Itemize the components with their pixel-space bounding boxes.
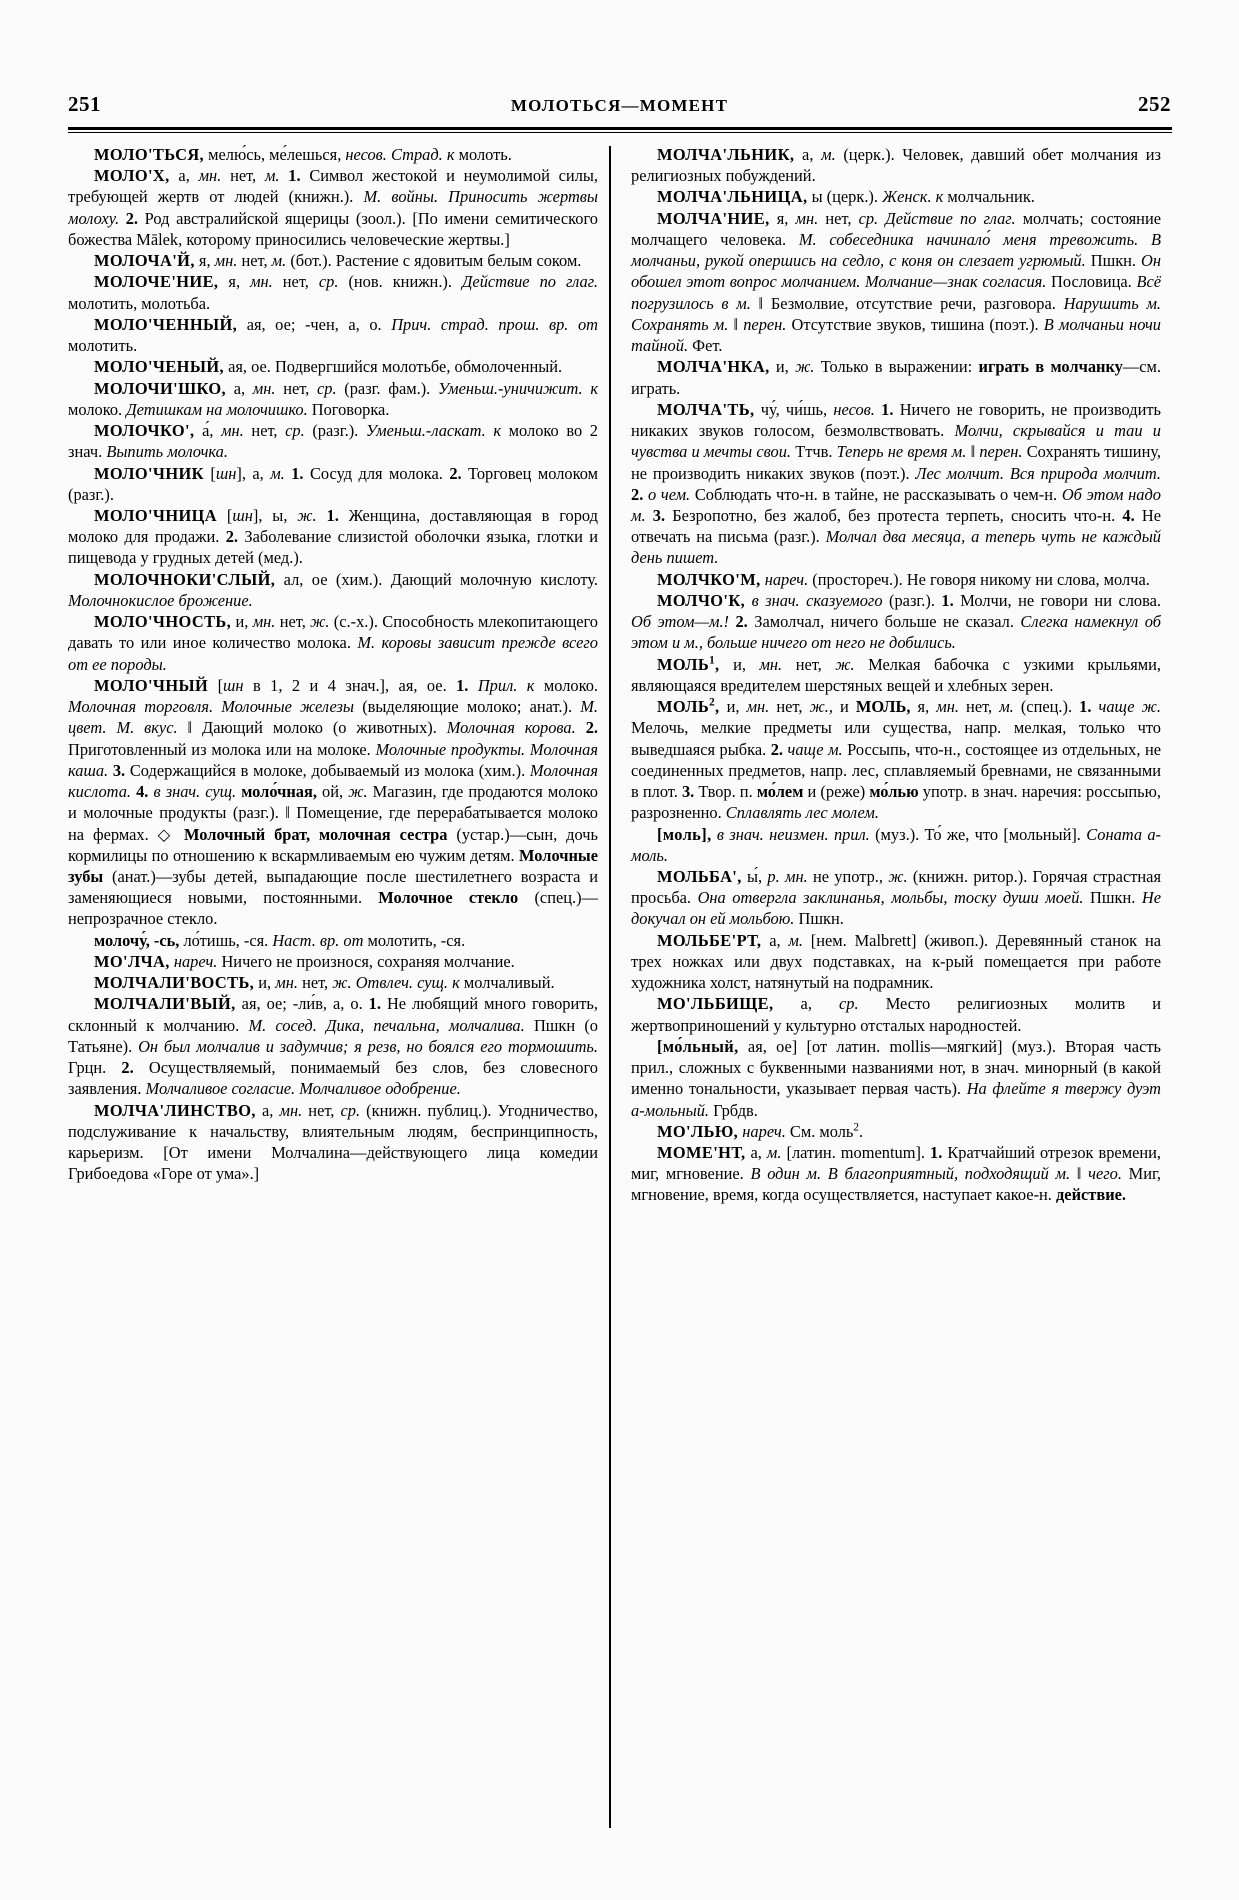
entry-definition: чу́, чи́шь, несов. 1. Ничего не говорить, не производить никаких звуков голосом, безмолвствовать. Молчи, скрывайся и таи и чувства и мечты свои. Ттчв. Теперь не время м. ‖ перен. Сохранять тишину, не производить никаких звуков (поэт.). Лес молчит. Вся природа молчит. 2. о чем. Соблюдать что-н. в тайне, не рассказывать о чем-н. Об этом надо м. 3. Безропотно, без жалоб, без протеста терпеть, сносить что-н. 4. Не отвечать на письма (разг.). Молчал два месяца, а теперь чуть не каждый день пишет. bbox=[631, 399, 1161, 568]
entry-headword: МОЛО'ЧЕНЫЙ, bbox=[94, 357, 224, 377]
entry-definition: а, м. [нем. Malbrett] (живоп.). Деревянный станок на трех ножках или двух подставках, на к-рый помещается при работе художника холст, натянутый на подрамник. bbox=[631, 930, 1161, 993]
dictionary-entry bbox=[68, 463, 598, 505]
entry-headword: МОЛО'ЧНИЦА bbox=[94, 505, 218, 525]
entry-definition: и, мн. нет, ж. (с.-х.). Способность млекопитающего давать то или иное количество молока. М. коровы зависит прежде всего от ее породы. bbox=[68, 612, 598, 674]
dictionary-entry bbox=[68, 993, 598, 1099]
entry-definition: а́, мн. нет, ср. (разг.). Уменьш.-ласкат. к молоко во 2 знач. Выпить молочка. bbox=[68, 421, 598, 462]
entry-definition: мелю́сь, ме́лешься, несов. Страд. к молоть. bbox=[204, 145, 512, 164]
entry-headword: МОЛЬ$^2$, bbox=[657, 696, 720, 717]
entry-headword: МОЛОЧНОКИ'СЛЫЙ, bbox=[94, 569, 276, 589]
entry-definition: [шн], а, м. 1. Сосуд для молока. 2. Торговец молоком (разг.). bbox=[68, 463, 598, 504]
dictionary-entry bbox=[631, 1142, 1161, 1206]
dictionary-entry bbox=[68, 611, 598, 675]
entry-headword: МОЛЧА'НИЕ, bbox=[657, 208, 770, 228]
dictionary-entry bbox=[68, 951, 598, 972]
entry-definition: ло́тишь, -ся. Наст. вр. от молотить, -ся. bbox=[179, 930, 466, 950]
entry-headword: МОЛЧА'НКА, bbox=[657, 357, 770, 377]
entry-headword: МОЛОЧЕ'НИЕ, bbox=[94, 272, 219, 292]
entry-definition: а, мн. нет, м. 1. Символ жестокой и неумолимой силы, требующей жертв от людей (книжн.). М. войны. Приносить жертвы молоху. 2. Род австралийской ящерицы (зоол.). [По имени семитического божества Mālek, которому приносились человеческие жертвы.] bbox=[68, 166, 598, 249]
dictionary-entry bbox=[631, 186, 1161, 207]
entry-definition: и, мн. нет, ж., и МОЛЬ, я, мн. нет, м. (спец.). 1. чаще ж. Мелочь, мелкие предметы или существа, напр. мелкая, только что выведшаяся рыбка. 2. чаще м. Россыпь, что-н., состоящее из отдельных, не соединенных предметов, напр. лес, сплавляемый бревнами, не связанными в плот. 3. Твор. п. мо́лем и (реже) мо́лью употр. в знач. наречия: россыпью, разрозненно. Сплавлять лес молем. bbox=[631, 697, 1161, 823]
dictionary-entry bbox=[68, 420, 598, 462]
dictionary-entry bbox=[68, 314, 598, 356]
dictionary-entry bbox=[68, 144, 598, 165]
dictionary-entry bbox=[68, 675, 598, 930]
dictionary-entry bbox=[631, 1121, 1161, 1142]
entry-headword: МОЛЬБЕ'РТ, bbox=[657, 930, 762, 950]
dictionary-entry bbox=[68, 378, 598, 420]
dictionary-entry bbox=[68, 930, 598, 951]
entry-headword: МОЛОЧКО', bbox=[94, 421, 195, 441]
entry-headword: МОЛЧАЛИ'ВОСТЬ, bbox=[94, 973, 255, 993]
entry-definition: ы́, р. мн. не употр., ж. (книжн. ритор.). Горячая страстная просьба. Она отвергла заклинанья, мольбы, тоску души моей. Пшкн. Не докучал он ей мольбою. Пшкн. bbox=[631, 866, 1161, 929]
entry-definition: нареч. См. моль$^2$. bbox=[742, 1121, 864, 1141]
entry-definition: [шн в 1, 2 и 4 знач.], ая, ое. 1. Прил. к молоко. Молочная торговля. Молочные железы (выделяющие молоко; анат.). М. цвет. М. вкус. ‖ Дающий молоко (о животных). Молочная корова. 2. Приготовленный из молока или на молоке. Молочные продукты. Молочная каша. 3. Содержащийся в молоке, добываемый из молока (хим.). Молочная кислота. 4. в знач. сущ. моло́чная, ой, ж. Магазин, где продаются молоко и молочные продукты (разг.). ‖ Помещение, где перерабатывается молоко на фермах. ◇ Молочный брат, молочная сестра (устар.)—сын, дочь кормилицы по отношению к вскармливаемым ею чужим детям. Молочные зубы (анат.)—зубы детей, выпадающие после шестилетнего возраста и заменяющиеся новыми, постоянными. Молочное стекло (спец.)—непрозрачное стекло. bbox=[68, 675, 599, 929]
dictionary-entry bbox=[631, 208, 1161, 357]
entry-headword: МОЛО'ТЬСЯ, bbox=[94, 145, 205, 164]
entry-definition: ая, ое; -ли́в, а, о. 1. Не любящий много говорить, склонный к молчанию. М. сосед. Дика, печальна, молчалива. Пшкн (о Татьяне). Он был молчалив и задумчив; я резв, но боялся его тормошить. Грцн. 2. Осуществляемый, понимаемый без слов, без словесного заявления. Молчаливое согласие. Молчаливое одобрение. bbox=[68, 994, 598, 1099]
entry-headword: МОЛЬ$^1$, bbox=[657, 654, 720, 674]
dictionary-entry bbox=[631, 824, 1161, 866]
dictionary-entry bbox=[68, 250, 598, 271]
right-column bbox=[611, 144, 1161, 1834]
entry-definition: в знач. сказуемого (разг.). 1. Молчи, не говори ни слова. Об этом—м.! 2. Замолчал, ничего больше не сказал. Слегка намекнул об этом и м., больше ничего от него не добились. bbox=[631, 590, 1161, 653]
entry-definition: ал, ое (хим.). Дающий молочную кислоту. Молочнокислое брожение. bbox=[68, 569, 598, 610]
entry-definition: нареч. (простореч.). Не говоря никому ни слова, молча. bbox=[764, 569, 1150, 589]
dictionary-entry bbox=[631, 696, 1161, 823]
entry-headword: МОЛОЧА'Й, bbox=[94, 251, 195, 271]
entry-headword: МОЛО'ЧНОСТЬ, bbox=[94, 612, 232, 632]
entry-definition: ая, ое. Подвергшийся молотьбе, обмолоченный. bbox=[223, 357, 563, 377]
dictionary-entry bbox=[631, 930, 1161, 994]
dictionary-entry bbox=[631, 399, 1161, 569]
page-number-right: 252 bbox=[1138, 92, 1171, 116]
dictionary-entry bbox=[68, 165, 598, 250]
entry-definition: я, мн. нет, м. (бот.). Растение с ядовитым белым соком. bbox=[194, 251, 582, 271]
header-rule bbox=[68, 127, 1172, 133]
entry-headword: [мо́льный, bbox=[657, 1036, 739, 1056]
entry-definition: ая, ое] [от латин. mollis—мягкий] (муз.). Вторая часть прил., сложных с буквенными названиями нот, в знач. минорный (в какой именно тональности, указывает первая часть). На флейте я твержу дуэт а-мольный. Грбдв. bbox=[631, 1036, 1161, 1120]
dictionary-entry bbox=[631, 1036, 1161, 1121]
page-number-left: 251 bbox=[68, 92, 101, 116]
entry-headword: МОЛЧО'К, bbox=[657, 590, 746, 610]
entry-definition: [шн], ы, ж. 1. Женщина, доставляющая в город молоко для продажи. 2. Заболевание слизистой оболочки языка, глотки и пищевода у грудных детей (мед.). bbox=[68, 505, 598, 568]
entry-headword: [моль], bbox=[657, 824, 712, 844]
entry-headword: МОЛО'ЧНЫЙ bbox=[94, 675, 209, 695]
entry-definition: а, мн. нет, ср. (разг. фам.). Уменьш.-уничижит. к молоко. Детишкам на молочишко. Поговорка. bbox=[68, 378, 598, 419]
entry-headword: МОЛО'ЧЕННЫЙ, bbox=[94, 314, 238, 334]
entry-headword: МОЛЧА'ЛИНСТВО, bbox=[94, 1100, 256, 1120]
dictionary-entry bbox=[68, 972, 598, 993]
entry-definition: в знач. неизмен. прил. (муз.). То́ же, что [мольный]. Соната а-моль. bbox=[631, 824, 1161, 865]
dictionary-entry bbox=[68, 356, 598, 377]
entry-headword: МОЛО'Х, bbox=[94, 166, 170, 186]
entry-headword: МО'ЛЧА, bbox=[94, 951, 170, 971]
entry-definition: и, мн. нет, ж. Отвлеч. сущ. к молчаливый. bbox=[254, 973, 555, 993]
entry-headword: молочу́, -сь, bbox=[94, 930, 180, 950]
dictionary-entry bbox=[68, 505, 598, 569]
entry-headword: МОЛЧА'ТЬ, bbox=[657, 399, 755, 419]
entry-headword: МОЛЧА'ЛЬНИЦА, bbox=[657, 187, 808, 207]
running-head bbox=[68, 92, 1171, 120]
column-container bbox=[68, 144, 1172, 1834]
entry-headword: МОМЕ'НТ, bbox=[657, 1143, 746, 1163]
dictionary-entry bbox=[68, 271, 598, 313]
entry-definition: и, мн. нет, ж. Мелкая бабочка с узкими крыльями, являющаяся вредителем шерстяных вещей и хлебных зерен. bbox=[631, 654, 1161, 695]
entry-headword: МОЛО'ЧНИК bbox=[94, 463, 204, 483]
entry-headword: МОЛЧАЛИ'ВЫЙ, bbox=[94, 994, 236, 1014]
entry-definition: я, мн. нет, ср. Действие по глаг. молчать; состояние молчащего человека. М. собеседника начинало́ меня тревожить. В молчаньи, рукой опершись на седло, с коня он слезает угрюмый. Пшкн. Он обошел этот вопрос молчанием. Молчание—знак согласия. Пословица. Всё погрузилось в м. ‖ Безмолвие, отсутствие речи, разговора. Нарушить м. Сохранять м. ‖ перен. Отсутствие звуков, тишина (поэт.). В молчаньи ночи тайной. Фет. bbox=[631, 208, 1161, 356]
entry-headword: МОЛЬБА', bbox=[657, 866, 742, 886]
entry-definition: а, мн. нет, ср. (книжн. публиц.). Угодничество, подслуживание к начальству, влиятельным людям, беспринципность, карьеризм. [От имени Молчалина—действующего лица комедии Грибоедова «Горе от ума».] bbox=[68, 1100, 598, 1184]
entry-definition: ы (церк.). Женск. к молчальник. bbox=[807, 187, 1035, 207]
dictionary-entry bbox=[68, 1100, 598, 1185]
entry-definition: а, м. (церк.). Человек, давший обет молчания из религиозных побуждений. bbox=[631, 145, 1161, 186]
dictionary-entry bbox=[631, 356, 1161, 398]
entry-headword: МОЛЧКО'М, bbox=[657, 569, 761, 589]
entry-definition: и, ж. Только в выражении: играть в молчанку—см. играть. bbox=[631, 357, 1161, 398]
dictionary-entry bbox=[631, 866, 1161, 930]
dictionary-entry bbox=[631, 144, 1161, 186]
entry-definition: ая, ое; -чен, а, о. Прич. страд. прош. вр. от молотить. bbox=[68, 314, 598, 356]
dictionary-entry bbox=[68, 569, 598, 611]
entry-headword: МО'ЛЬБИЩЕ, bbox=[657, 994, 774, 1014]
dictionary-entry bbox=[631, 993, 1161, 1035]
left-column bbox=[68, 144, 609, 1834]
entry-headword: МО'ЛЬЮ, bbox=[657, 1121, 739, 1141]
dictionary-entry bbox=[631, 569, 1161, 590]
dictionary-entry bbox=[631, 654, 1161, 696]
entry-definition: я, мн. нет, ср. (нов. книжн.). Действие по глаг. молотить, молотьба. bbox=[68, 272, 598, 313]
entry-headword: МОЛОЧИ'ШКО, bbox=[94, 378, 227, 398]
entry-definition: а, м. [латин. momentum]. 1. Кратчайший отрезок времени, миг, мгновение. В один м. В благоприятный, подходящий м. ‖ чего. Миг, мгновение, время, когда осуществляется, наступает какое-н. действие. bbox=[631, 1143, 1161, 1205]
running-title: МОЛОТЬСЯ—МОМЕНТ bbox=[510, 96, 729, 115]
entry-definition: нареч. Ничего не произнося, сохраняя молчание. bbox=[173, 951, 515, 971]
dictionary-entry bbox=[631, 590, 1161, 654]
entry-definition: а, ср. Место религиозных молитв и жертвоприношений у культурно отсталых народностей. bbox=[631, 994, 1161, 1035]
entry-headword: МОЛЧА'ЛЬНИК, bbox=[657, 145, 795, 164]
